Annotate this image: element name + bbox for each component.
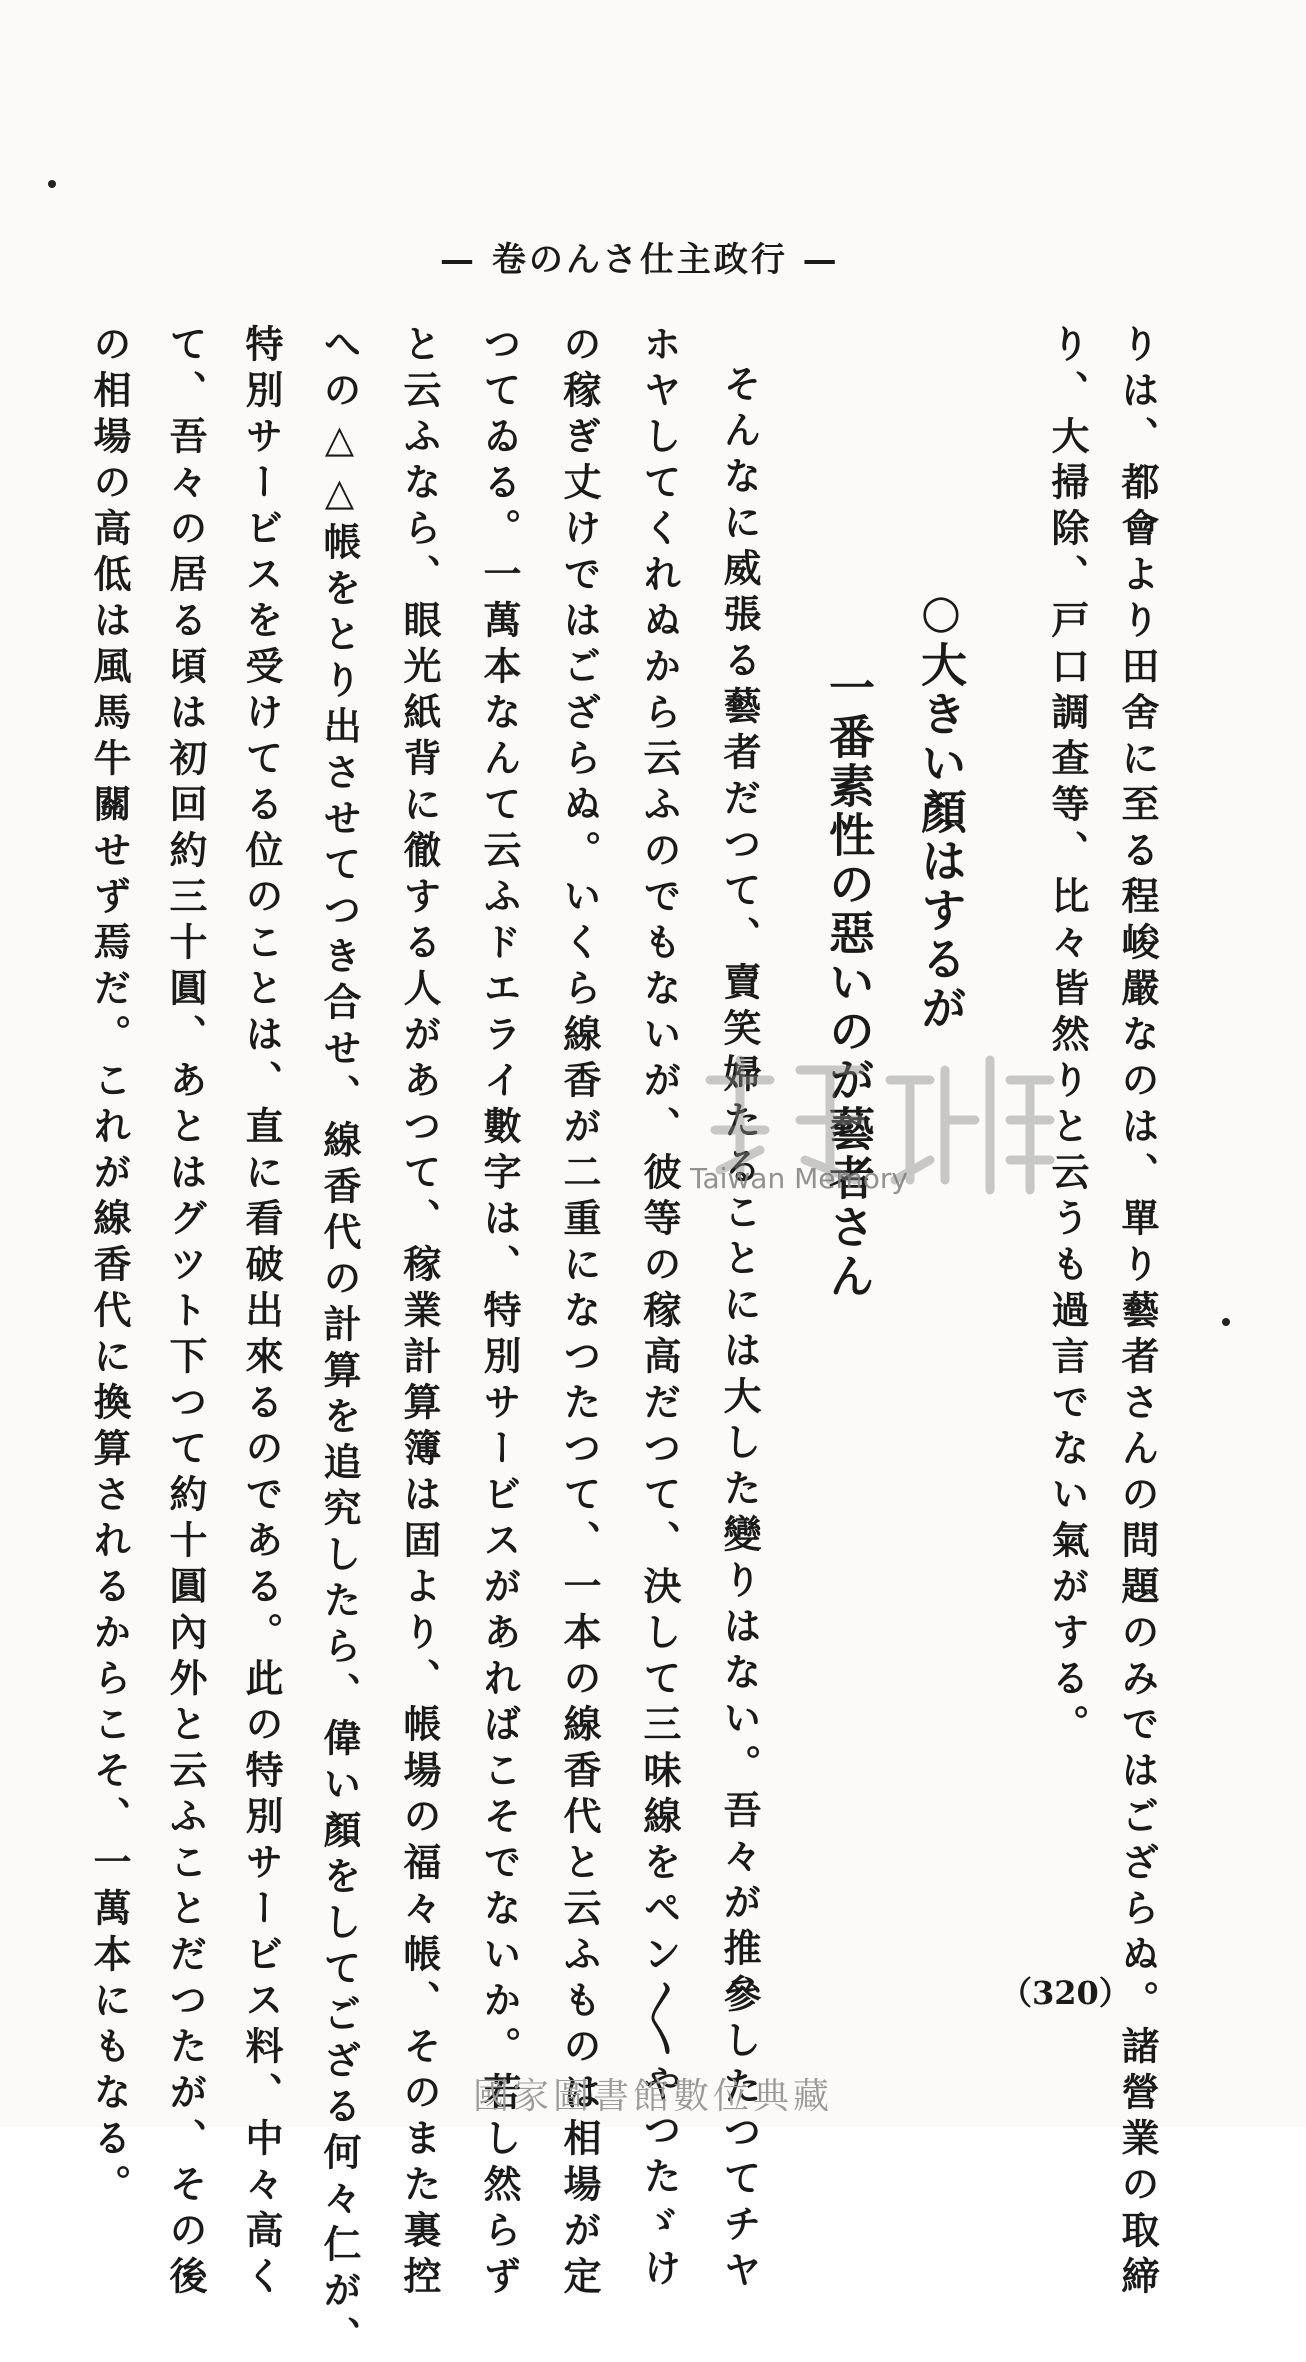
- text-column-body-5: と云ふなら、眼光紙背に徹する人があつて、稼業計算簿は固より、帳場の福々帳、そのまた裏控: [397, 324, 442, 2302]
- text-column-body-6: への△△帳をとり出させてつき合せ、線香代の計算を追究したら、偉い顏をしてござる何々仁が、: [317, 324, 362, 2362]
- library-credit: 國家圖書館數位典藏: [472, 2076, 833, 2117]
- text-column-body-2: ホヤしてくれぬから云ふのでもないが、彼等の稼高だつて、決して三味線をペン〳〵やつたゞけ: [637, 324, 682, 2294]
- text-column-body-4: つてゐる。一萬本なんて云ふドエライ數字は、特別サービスがあればこそでないか。若し然らず: [477, 324, 522, 2302]
- text-column-continuation-2: り、大掃除、戸口調查等、比々皆然りと云うも過言でない氣がする。: [1045, 324, 1090, 1750]
- watermark-text: Taiwan Memory: [690, 1162, 908, 1195]
- text-column-body-7: 特別サービスを受けてる位のことは、直に看破出來るのである。此の特別サービス料、中々高く: [239, 324, 284, 2302]
- print-speck: [48, 180, 56, 188]
- page-number: （320）: [1000, 1974, 1131, 2012]
- text-column-body-9: の相場の高低は風馬牛關せず焉だ。これが線香代に換算されるからこそ、一萬本にもなる。: [87, 324, 132, 2210]
- running-head: — 卷のんさ仕主政行 —: [440, 240, 840, 280]
- section-heading-line-2: 一番素性の惡いのが藝者さん: [822, 664, 876, 1301]
- section-heading-line-1: ○大きい顏はするが: [914, 584, 968, 1033]
- print-speck: [1222, 1318, 1230, 1326]
- text-column-body-1: そんなに威張る藝者だつて、賣笑婦たることには大した變りはない。吾々が推參したつてチヤ: [717, 364, 762, 2296]
- text-column-body-3: の稼ぎ丈けではござらぬ。いくら線香が二重になつたつて、一本の線香代と云ふものは相場が定: [557, 324, 602, 2302]
- text-column-continuation-1: りは、都會より田舍に至る程峻嚴なのは、單り藝者さんの問題のみではござらぬ。諸營業の取締: [1115, 324, 1160, 2302]
- text-column-body-8: て、吾々の居る頃は初回約三十圓、あとはグツト下つて約十圓內外と云ふことだつたが、その後: [163, 324, 208, 2302]
